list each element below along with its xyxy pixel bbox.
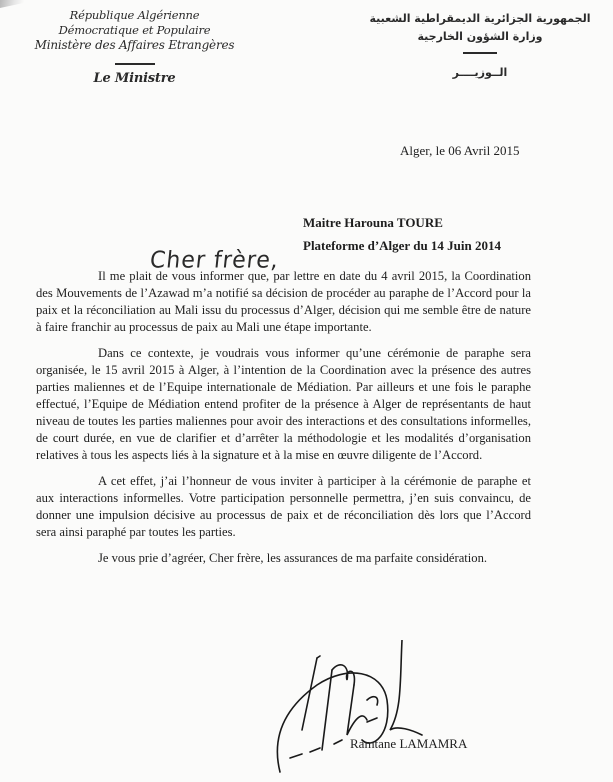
handwritten-signature-icon bbox=[262, 640, 462, 780]
letterhead-french bbox=[22, 8, 247, 86]
paragraph: Il me plait de vous informer que, par lettre en date du 4 avril 2015, la Coordination des Mouvements de l’Azawad m’a notifié sa décision de procéder au paraphe de l’Accord pour la paix et la réconciliation au Mali issu du processus d’Alger, décision qui me semble être de nature à faire franchir au processus de paix au Mali une étape importante. bbox=[36, 269, 531, 334]
recipient-name: Maitre Harouna TOURE bbox=[303, 215, 443, 230]
letterhead-divider bbox=[115, 63, 155, 65]
paragraph: Je vous prie d’agréer, Cher frère, les assurances de ma parfaite considération. bbox=[98, 551, 488, 565]
letterhead-arabic bbox=[360, 10, 600, 82]
letter-body bbox=[36, 268, 531, 576]
letterhead-fr-line3: Ministère des Affaires Etrangères bbox=[34, 38, 235, 52]
letterhead-fr-line1: République Algérienne bbox=[69, 8, 200, 22]
recipient-block bbox=[303, 211, 501, 257]
paragraph: Dans ce contexte, je voudrais vous informer qu’une cérémonie de paraphe sera organisée, le 15 avril 2015 à Alger, à l’intention de la Coordination avec la présence des autres parties maliennes et de l’Equipe internationale de Médiation. Par ailleurs et une fois le paraphe effectué, l’Equipe de Médiation entend profiter de la présence à Alger de représentants de haut niveau de toutes les parties maliennes pour avoir des interactions et des consultations informelles, de court durée, en vue de clarifier et d’arrêter la méthodologie et les modalités d’organisation relatives à tous les aspects liés à la signature et à la mise en œuvre diligente de l’Accord. bbox=[36, 346, 531, 462]
letter-date: Alger, le 06 Avril 2015 bbox=[400, 143, 520, 158]
letterhead-ar-line2: وزارة الشؤون الخارجية bbox=[417, 30, 543, 43]
letterhead-divider bbox=[463, 52, 497, 54]
letterhead-fr-line2: Démocratique et Populaire bbox=[58, 23, 211, 37]
paragraph: A cet effet, j’ai l’honneur de vous inviter à participer à la cérémonie de paraphe et aux interactions informelles. Votre participation personnelle permettra, j’en suis convaincu, de donner une impulsion décisive au processus de paix et de réconciliation dès lors que l’Accord sera ainsi paraphé par toutes les parties. bbox=[36, 474, 531, 539]
handwritten-salutation: Cher frère, bbox=[148, 247, 281, 274]
recipient-organization: Plateforme d’Alger du 14 Juin 2014 bbox=[303, 238, 501, 253]
letterhead-ar-title: الــوزيــــر bbox=[452, 66, 508, 79]
letterhead-ar-line1: الجمهورية الجزائرية الديمقراطية الشعبية bbox=[369, 12, 591, 25]
signatory-name: Ramtane LAMAMRA bbox=[350, 736, 468, 751]
letterhead-fr-title: Le Ministre bbox=[93, 71, 176, 86]
scan-corner-shadow bbox=[0, 0, 24, 8]
